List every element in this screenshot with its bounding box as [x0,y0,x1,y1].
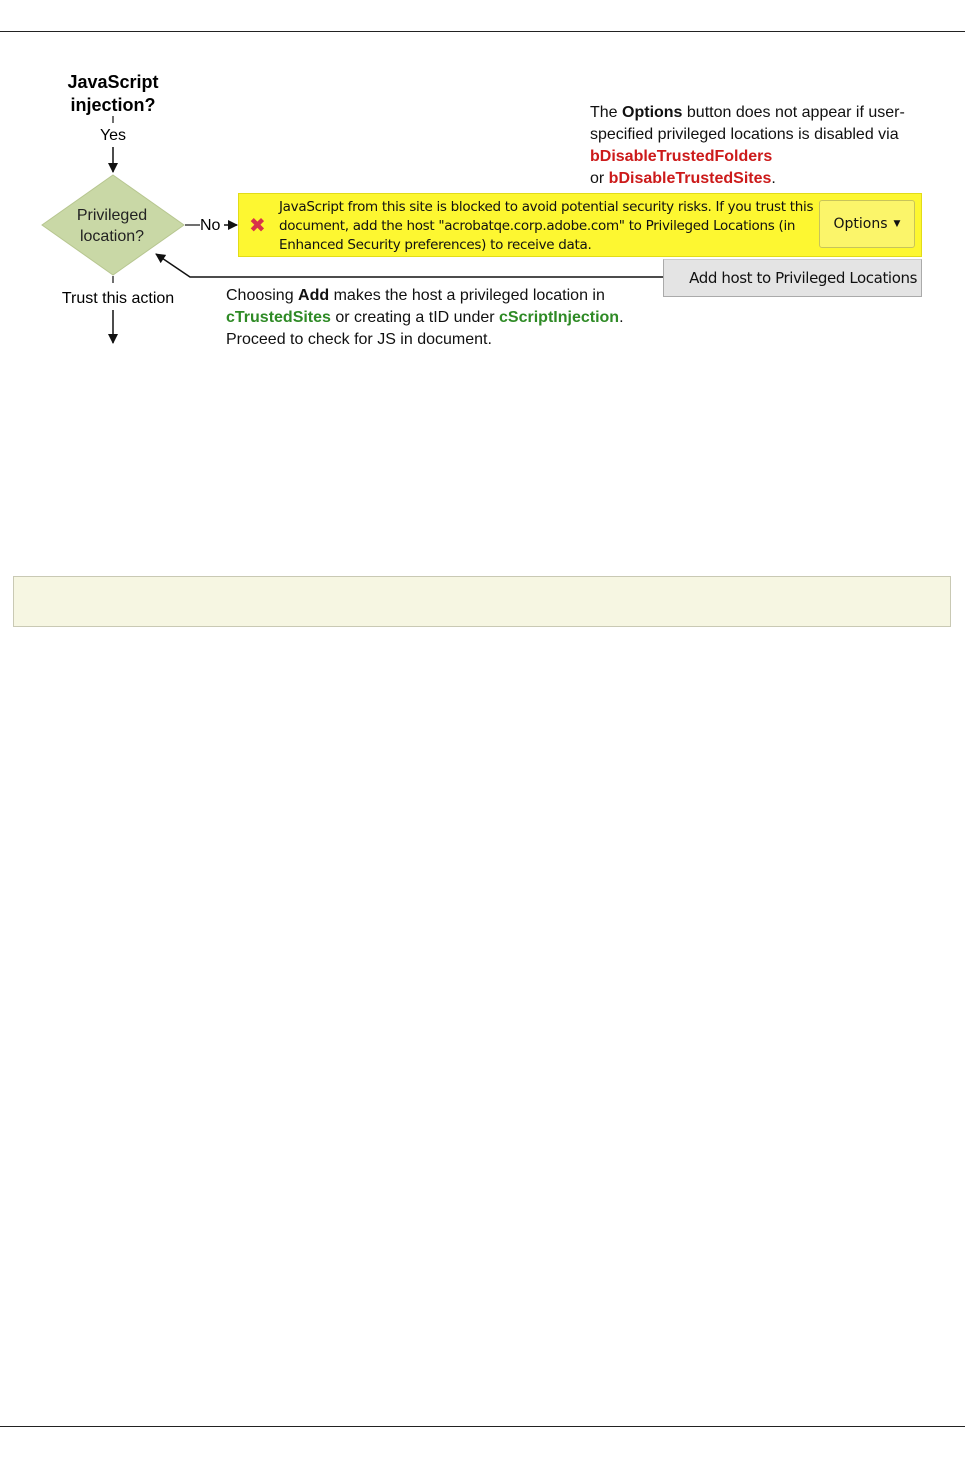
options-button[interactable] [819,200,915,248]
start-title-line2: injection? [70,95,156,115]
decision-line1: Privileged [76,207,148,224]
empty-note-box [13,576,951,627]
blocked-x-icon: ✖ [249,213,266,237]
add-note: Choosing Add makes the host a privileged location in cTrustedSites or creating a tID under cScriptInjection. Proceed to check for JS in document. [226,287,624,348]
trust-label: Trust this action [61,290,175,307]
options-note: The Options button does not appear if user-specified privileged locations is disabled via bDisableTrustedFolders or bDisableTrustedSites. [590,104,905,187]
caret-down-icon: ▼ [893,219,901,229]
yes-label: Yes [99,127,127,144]
decision-diamond [42,175,184,275]
decision-line2: location? [79,228,145,245]
add-host-menu-item[interactable]: Add host to Privileged Locations [663,259,922,297]
start-title-line1: JavaScript [67,72,159,92]
bottom-rule [0,1426,965,1427]
return-arrow [156,254,663,277]
security-message-bar [238,193,922,257]
message-bar-text: JavaScript from this site is blocked to avoid potential security risks. If you trust this document, add the host "acrobatqe.corp.adobe.com" to Privileged Locations (in Enhanced Security preferences) to receive data. [279,199,814,253]
no-label: No [200,217,221,234]
options-button-label: Options [833,216,888,232]
